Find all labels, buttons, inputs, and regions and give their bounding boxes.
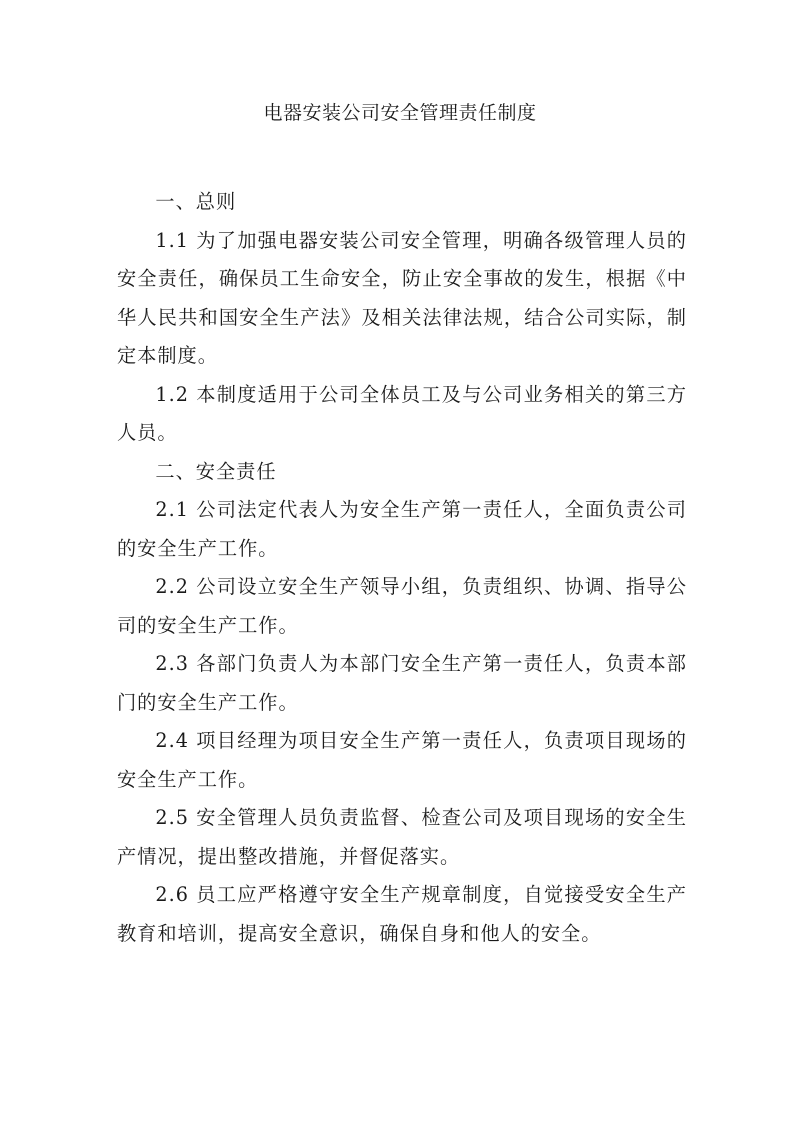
clause-2-1 [117,491,687,568]
clause-text: 公司设立安全生产领导小组，负责组织、协调、指导公司的安全生产工作。 [117,575,687,637]
clause-text: 各部门负责人为本部门安全生产第一责任人，负责本部门的安全生产工作。 [117,652,687,714]
clause-1-2 [117,376,687,453]
document-body [117,183,687,953]
clause-number: 1.2 [155,382,189,406]
section-heading-safety-responsibility: 二、安全责任 [155,459,277,483]
clause-2-6 [117,876,687,953]
clause-2-3 [117,645,687,722]
clause-number: 2.2 [155,575,189,598]
clause-1-1 [117,222,687,376]
clause-2-4 [117,722,687,799]
clause-number: 2.3 [155,652,189,675]
clause-2-5 [117,799,687,876]
clause-number: 2.4 [155,729,189,752]
clause-text: 为了加强电器安装公司安全管理，明确各级管理人员的安全责任，确保员工生命安全，防止安全事故的发生，根据《中华人民共和国安全生产法》及相关法律法规，结合公司实际，制定本制度。 [117,228,687,367]
document-title: 电器安装公司安全管理责任制度 [263,102,537,124]
clause-number: 2.1 [155,498,189,521]
clause-text: 员工应严格遵守安全生产规章制度，自觉接受安全生产教育和培训，提高安全意识，确保自身和他人的安全。 [117,883,687,945]
clause-text: 本制度适用于公司全体员工及与公司业务相关的第三方人员。 [117,382,687,444]
clause-number: 2.5 [155,806,189,829]
clause-number: 1.1 [155,228,189,252]
clause-text: 安全管理人员负责监督、检查公司及项目现场的安全生产情况，提出整改措施，并督促落实。 [117,806,687,868]
section-heading-general: 一、总则 [155,190,237,213]
clause-text: 公司法定代表人为安全生产第一责任人，全面负责公司的安全生产工作。 [117,498,687,560]
clause-2-2 [117,568,687,645]
clause-number: 2.6 [155,883,189,906]
clause-text: 项目经理为项目安全生产第一责任人，负责项目现场的安全生产工作。 [117,729,687,791]
